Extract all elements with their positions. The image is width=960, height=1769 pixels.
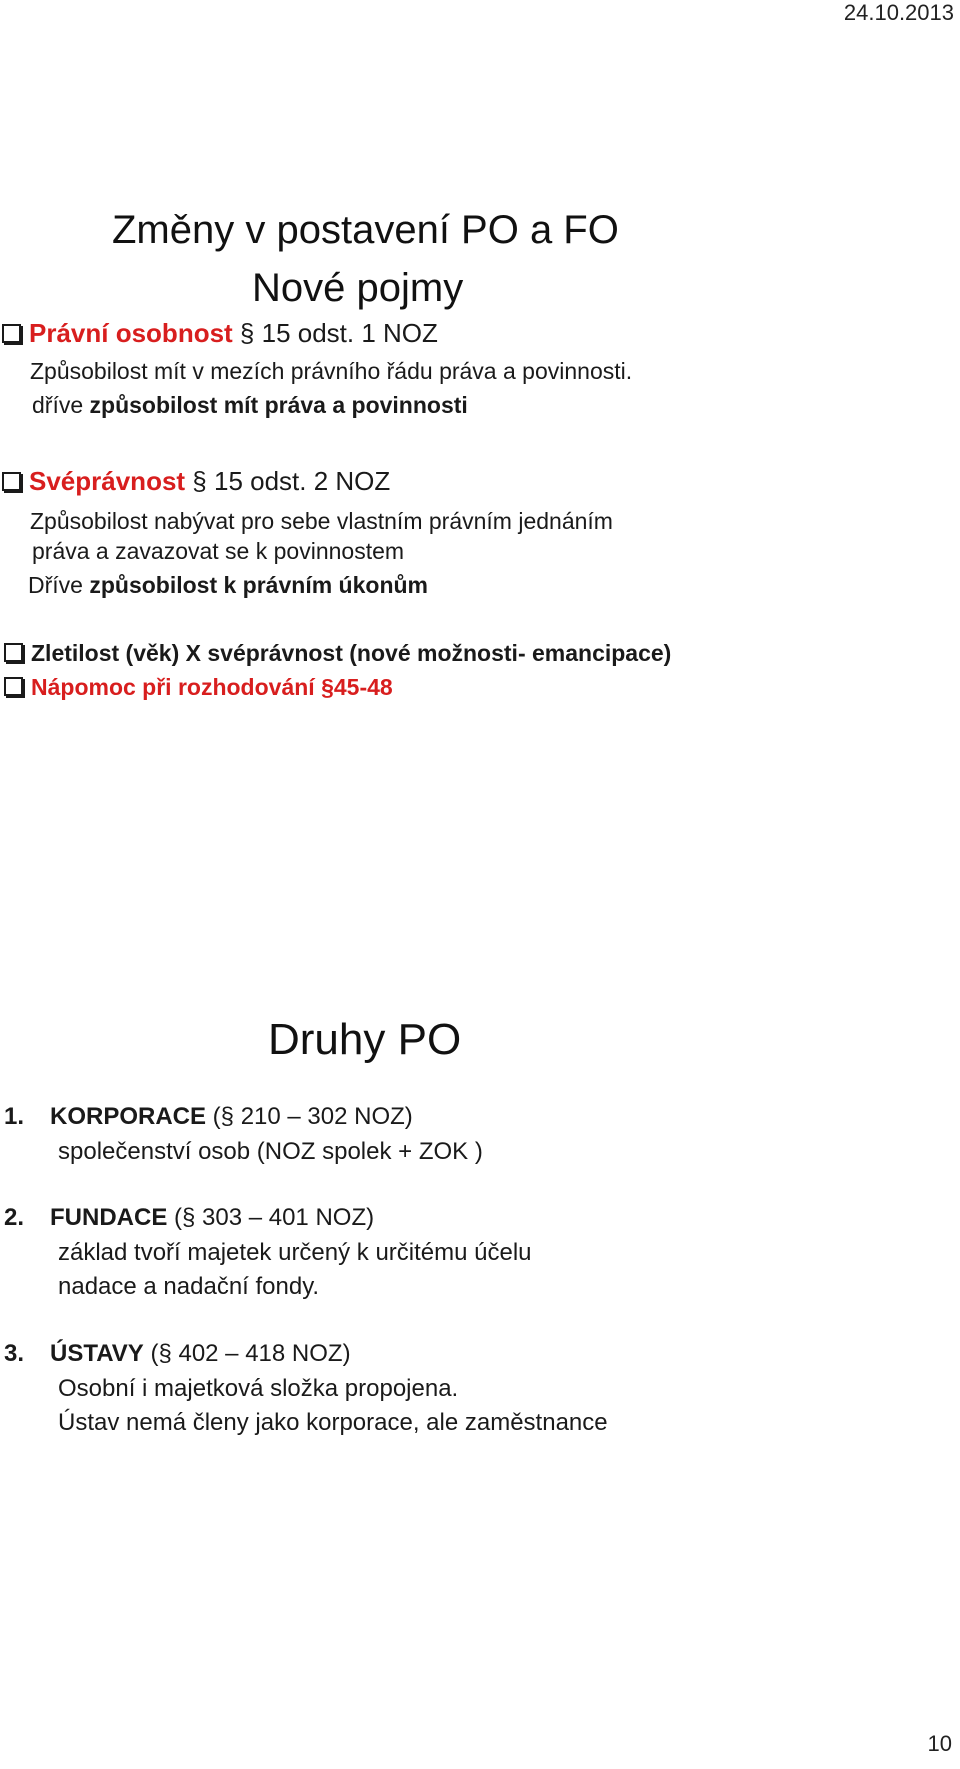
bullet-majority <box>4 640 671 667</box>
assistance-text: Nápomoc při rozhodování §45-48 <box>31 674 393 700</box>
term-legal-personality: Právní osobnost <box>29 318 233 348</box>
list-name: KORPORACE <box>50 1103 207 1130</box>
bullet-assistance <box>4 674 393 701</box>
ref-legal-capacity: § 15 odst. 2 NOZ <box>185 466 391 496</box>
ref-legal-personality: § 15 odst. 1 NOZ <box>232 318 438 348</box>
list-ref: (§ 402 – 418 NOZ) <box>143 1340 351 1367</box>
earlier-legal-capacity <box>28 572 428 599</box>
list-number: 3. <box>4 1340 25 1367</box>
slide-title-line1: Změny v postavení PO a FO <box>112 208 619 252</box>
majority-text: Zletilost (věk) X svéprávnost (nové možnosti- emancipace) <box>31 640 672 666</box>
bullet-legal-capacity <box>2 466 390 497</box>
earlier-term: způsobilost mít práva a povinnosti <box>89 392 468 418</box>
desc-legal-capacity-line1: Způsobilost nabývat pro sebe vlastním právním jednáním <box>30 508 613 534</box>
list-ref: (§ 303 – 401 NOZ) <box>167 1204 375 1231</box>
list-number: 2. <box>4 1204 25 1231</box>
earlier-legal-personality <box>32 392 468 419</box>
earlier-term: způsobilost k právním úkonům <box>89 572 428 598</box>
date-header: 24.10.2013 <box>843 0 954 25</box>
page-number: 10 <box>927 1731 952 1756</box>
list-line: Osobní i majetková složka propojena. <box>58 1375 459 1402</box>
list-name: FUNDACE <box>50 1204 168 1231</box>
checkbox-bullet-icon <box>4 643 23 662</box>
list-line: základ tvoří majetek určený k určitému účelu <box>58 1239 532 1266</box>
slide-title-line2: Nové pojmy <box>252 266 464 310</box>
list-line: Ústav nemá členy jako korporace, ale zaměstnance <box>58 1409 608 1436</box>
list-item-foundations <box>4 1204 374 1232</box>
desc-legal-capacity-line2: práva a zavazovat se k povinnostem <box>32 538 405 564</box>
checkbox-bullet-icon <box>4 677 23 696</box>
checkbox-bullet-icon <box>2 472 21 491</box>
list-number: 1. <box>4 1103 25 1130</box>
checkbox-bullet-icon <box>2 324 21 343</box>
list-line: nadace a nadační fondy. <box>58 1273 320 1300</box>
list-name: ÚSTAVY <box>50 1340 144 1367</box>
term-legal-capacity: Svéprávnost <box>29 466 186 496</box>
earlier-prefix: dříve <box>32 392 90 418</box>
list-ref: (§ 210 – 302 NOZ) <box>206 1103 413 1130</box>
bullet-legal-personality <box>2 318 438 349</box>
list-item-corporations <box>4 1103 413 1131</box>
section-title: Druhy PO <box>268 1015 462 1064</box>
list-line: společenství osob (NOZ spolek + ZOK ) <box>58 1138 483 1165</box>
desc-legal-personality: Způsobilost mít v mezích právního řádu práva a povinnosti. <box>30 358 633 384</box>
list-item-institutes <box>4 1340 351 1368</box>
earlier-prefix: Dříve <box>28 572 90 598</box>
